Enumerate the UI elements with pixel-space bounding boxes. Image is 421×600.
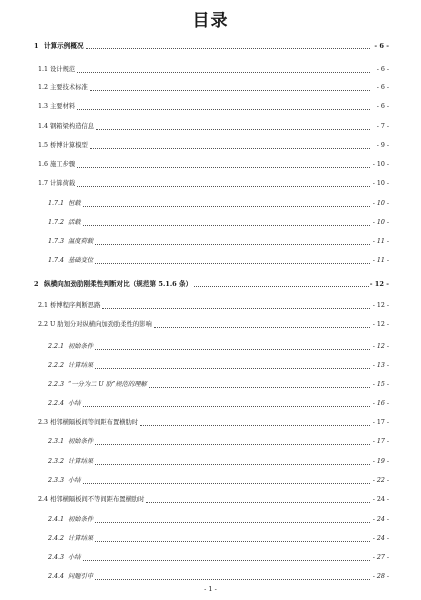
toc-entry-number: 2.3.3	[48, 477, 65, 484]
toc-entry-number: 1.6	[38, 161, 49, 168]
dot-leader	[96, 128, 370, 130]
dot-leader	[83, 482, 370, 484]
toc-entry-label: 主要技术标准	[50, 84, 88, 91]
dot-leader	[95, 262, 370, 264]
toc-entry[interactable]	[38, 298, 389, 310]
dot-leader	[95, 578, 370, 580]
toc-entry-label: 问题引申	[68, 573, 94, 580]
toc-entry-label: 温度荷载	[68, 238, 94, 245]
dot-leader	[77, 71, 370, 73]
dot-leader	[194, 285, 369, 287]
toc-entry[interactable]	[48, 550, 389, 562]
toc-entry-number: 2.4.2	[48, 535, 65, 542]
toc-entry-page: - 12 -	[372, 302, 389, 309]
toc-entry-number: 1.7.3	[48, 238, 65, 245]
toc-entry-label: 基础变位	[68, 257, 94, 264]
toc-entry-number: 1.5	[38, 142, 49, 149]
toc-entry-label: 活载	[68, 219, 81, 226]
toc-entry-label: 初始条件	[68, 516, 94, 523]
toc-entry-label: 初始条件	[68, 343, 94, 350]
toc-entry[interactable]	[48, 434, 389, 446]
toc-entry[interactable]	[38, 157, 389, 169]
dot-leader	[83, 559, 370, 561]
toc-entry-page: - 6 -	[376, 84, 389, 91]
toc-entry[interactable]	[48, 396, 389, 408]
toc-entry[interactable]	[38, 138, 389, 150]
toc-entry-page: - 12 -	[372, 343, 389, 350]
toc-entry-page: - 10 -	[372, 200, 389, 207]
dot-leader	[154, 326, 370, 328]
toc-entry-label: U 肋划分对纵横向加劲肋柔性的影响	[50, 321, 152, 328]
toc-entry-label: 初始条件	[68, 438, 94, 445]
toc-entry-page: - 12 -	[369, 280, 389, 288]
toc-entry-page: - 16 -	[372, 400, 389, 407]
toc-entry-label: 桥博计算模型	[50, 142, 88, 149]
dot-leader	[146, 501, 370, 503]
toc-entry[interactable]	[48, 234, 389, 246]
toc-entry-page: - 27 -	[372, 554, 389, 561]
toc-entry[interactable]	[34, 38, 389, 50]
toc-entry-label: 相邻横隔板间等间距布置横肋时	[50, 419, 139, 426]
toc-entry[interactable]	[48, 569, 389, 581]
toc-entry-label: 计算结果	[68, 535, 94, 542]
toc-entry[interactable]	[48, 473, 389, 485]
toc-entry-label: 小结	[68, 477, 81, 484]
dot-leader	[77, 185, 370, 187]
toc-entry[interactable]	[48, 454, 389, 466]
dot-leader	[95, 521, 370, 523]
toc-entry[interactable]	[38, 415, 389, 427]
toc-entry[interactable]	[38, 176, 389, 188]
toc-entry-number: 1.7.2	[48, 219, 65, 226]
toc-entry-number: 2.2.1	[48, 343, 65, 350]
toc-entry-label: 施工步骤	[50, 161, 76, 168]
toc-entry-label: 计算结果	[68, 458, 94, 465]
toc-entry-label: “一分为二 U 肋”规范的理解	[68, 381, 147, 388]
toc-entry-label: 小结	[68, 554, 81, 561]
toc-entry-page: - 12 -	[372, 321, 389, 328]
toc-entry-number: 2.3	[38, 419, 49, 426]
toc-entry[interactable]	[48, 377, 389, 389]
toc-entry-number: 2.3.2	[48, 458, 65, 465]
toc-entry[interactable]	[48, 215, 389, 227]
toc-entry-page: - 6 -	[376, 66, 389, 73]
dot-leader	[95, 348, 370, 350]
page-number-footer: - 1 -	[204, 585, 217, 593]
dot-leader	[77, 166, 370, 168]
toc-entry-label: 桥博程序判断思路	[50, 302, 101, 309]
toc-entry-number: 1.7.1	[48, 200, 65, 207]
toc-entry-label: 纵横向加劲肋刚柔性判断对比（规范第 5.1.6 条）	[44, 280, 193, 288]
toc-entry-label: 主要材料	[50, 103, 76, 110]
toc-entry-page: - 6 -	[376, 103, 389, 110]
dot-leader	[95, 463, 370, 465]
toc-entry-page: - 17 -	[372, 419, 389, 426]
dot-leader	[102, 307, 370, 309]
toc-entry-page: - 11 -	[372, 257, 389, 264]
toc-entry-number: 2.2.4	[48, 400, 65, 407]
toc-entry[interactable]	[48, 196, 389, 208]
dot-leader	[95, 443, 370, 445]
dot-leader	[140, 424, 370, 426]
toc-entry-page: - 10 -	[372, 219, 389, 226]
toc-entry[interactable]	[38, 317, 389, 329]
toc-entry[interactable]	[48, 358, 389, 370]
toc-entry-page: - 28 -	[372, 573, 389, 580]
toc-entry[interactable]	[48, 253, 389, 265]
toc-entry-label: 设计规范	[50, 66, 76, 73]
dot-leader	[83, 405, 370, 407]
toc-entry-number: 2.2.2	[48, 362, 65, 369]
toc-entry[interactable]	[38, 119, 389, 131]
toc-entry[interactable]	[48, 512, 389, 524]
dot-leader	[90, 147, 370, 149]
toc-entry-page: - 13 -	[372, 362, 389, 369]
toc-entry-page: - 11 -	[372, 238, 389, 245]
toc-entry-number: 1.7	[38, 180, 49, 187]
toc-entry[interactable]	[38, 99, 389, 111]
dot-leader	[95, 243, 370, 245]
toc-entry-label: 恒载	[68, 200, 81, 207]
toc-entry-page: - 9 -	[376, 142, 389, 149]
toc-title: 目录	[192, 11, 229, 31]
toc-entry-number: 2.4	[38, 496, 49, 503]
toc-entry-number: 1.1	[38, 66, 49, 73]
toc-entry-number: 2.4.3	[48, 554, 65, 561]
toc-entry-page: - 24 -	[372, 535, 389, 542]
toc-entry-number: 2.2	[38, 321, 49, 328]
toc-entry-number: 2.2.3	[48, 381, 65, 388]
toc-entry[interactable]	[48, 339, 389, 351]
toc-entry[interactable]	[48, 531, 389, 543]
dot-leader	[95, 367, 370, 369]
toc-entry-number: 1.2	[38, 84, 49, 91]
toc-entry-label: 计算示例概况	[44, 42, 84, 50]
toc-entry[interactable]	[38, 62, 389, 74]
toc-entry-page: - 24 -	[372, 516, 389, 523]
toc-entry-label: 计算结果	[68, 362, 94, 369]
toc-entry-page: - 10 -	[372, 180, 389, 187]
toc-entry-number: 2	[34, 280, 39, 288]
toc-entry-number: 2.4.4	[48, 573, 65, 580]
toc-entry-number: 1.3	[38, 103, 49, 110]
toc-entry-label: 计算荷载	[50, 180, 76, 187]
toc-entry-page: - 10 -	[372, 161, 389, 168]
toc-entry-page: - 19 -	[372, 458, 389, 465]
dot-leader	[149, 386, 370, 388]
toc-entry-label: 钢箱梁构造信息	[50, 123, 95, 130]
dot-leader	[86, 47, 370, 49]
dot-leader	[95, 540, 370, 542]
toc-entry-number: 2.1	[38, 302, 49, 309]
dot-leader	[90, 89, 370, 91]
toc-entry-number: 1.7.4	[48, 257, 65, 264]
toc-entry[interactable]	[34, 276, 389, 288]
toc-entry-number: 2.3.1	[48, 438, 65, 445]
dot-leader	[83, 205, 370, 207]
toc-entry-page: - 7 -	[376, 123, 389, 130]
toc-entry-label: 小结	[68, 400, 81, 407]
toc-entry-page: - 22 -	[372, 477, 389, 484]
toc-entry-number: 2.4.1	[48, 516, 65, 523]
dot-leader	[77, 108, 370, 110]
toc-entry-number: 1.4	[38, 123, 49, 130]
toc-entry-number: 1	[34, 42, 39, 50]
toc-entry-page: - 6 -	[374, 42, 389, 50]
dot-leader	[83, 224, 370, 226]
toc-entry[interactable]	[38, 492, 389, 504]
toc-entry[interactable]	[38, 80, 389, 92]
toc-entry-label: 相邻横隔板间不等间距布置横肋时	[50, 496, 145, 503]
toc-entry-page: - 17 -	[372, 438, 389, 445]
toc-entry-page: - 24 -	[372, 496, 389, 503]
toc-entry-page: - 15 -	[372, 381, 389, 388]
